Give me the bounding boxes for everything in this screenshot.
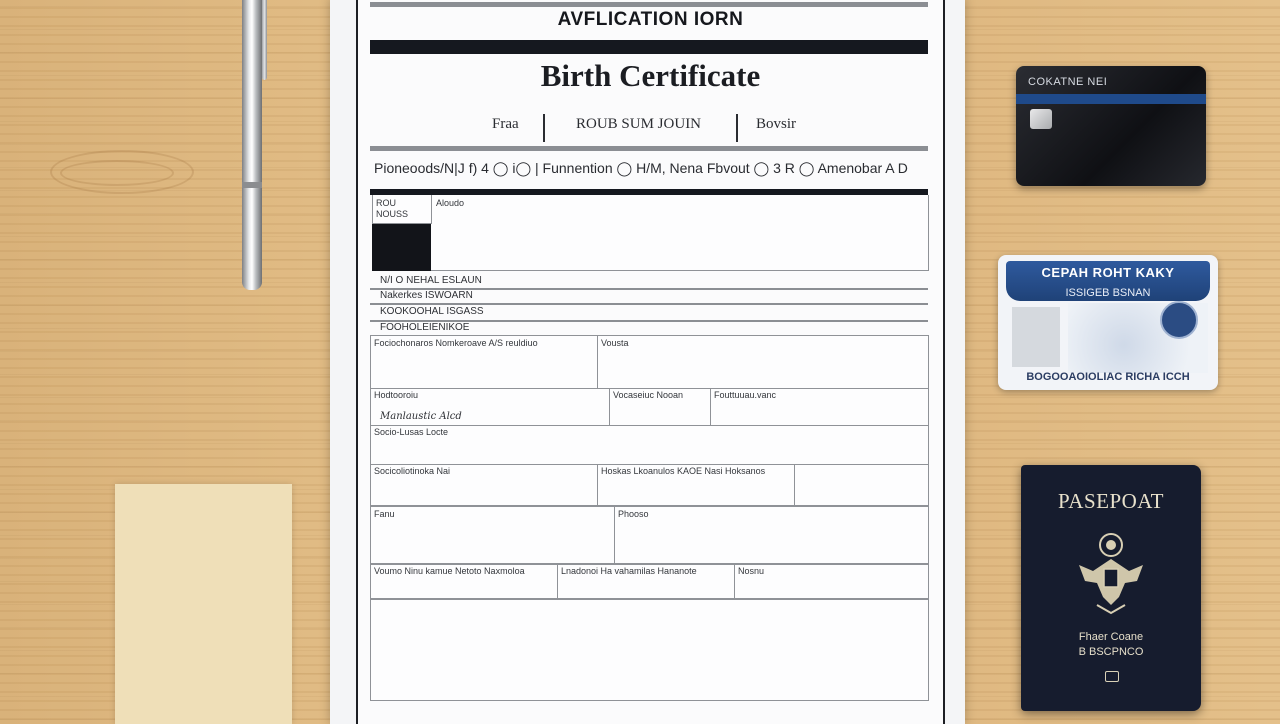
field-label: Nosnu bbox=[738, 566, 765, 576]
info-line: N/I O NEHAL ESLAUN bbox=[380, 275, 482, 286]
field-label: Vousta bbox=[601, 338, 629, 348]
passport-text-line: Fhaer Coane bbox=[1078, 631, 1144, 643]
form-field[interactable] bbox=[370, 506, 615, 564]
form-field[interactable] bbox=[794, 464, 929, 506]
passport bbox=[1021, 465, 1201, 711]
photo-label-b: NOUSS bbox=[376, 209, 409, 219]
rule bbox=[370, 303, 928, 305]
pen-clip bbox=[262, 0, 267, 80]
biometric-chip-icon bbox=[1105, 671, 1119, 682]
meta-divider bbox=[543, 114, 545, 142]
field-label: Fouttuuau.vanc bbox=[714, 390, 777, 400]
info-line: KOOKOOHAL ISGASS bbox=[380, 306, 484, 317]
meta-field-1: Fraa bbox=[492, 116, 519, 132]
sticky-note bbox=[115, 484, 292, 724]
ballpoint-pen bbox=[238, 0, 268, 305]
card-label: COKATNE NEI bbox=[1028, 76, 1108, 88]
black-card bbox=[1016, 66, 1206, 186]
field-label: Lnadonoi Ha vahamilas Hananote bbox=[561, 566, 697, 576]
field-label: Hodtooroiu bbox=[374, 390, 419, 400]
field-label: Vocaseiuc Nooan bbox=[613, 390, 684, 400]
meta-divider bbox=[736, 114, 738, 142]
field-label: Socio-Lusas Locte bbox=[374, 427, 449, 437]
field-label: Hoskas Lkoanulos KAOE Nasi Hoksanos bbox=[601, 466, 766, 476]
photo-side-label: Aloudo bbox=[436, 198, 465, 208]
rule bbox=[370, 146, 928, 151]
field-label: Socicoliotinoka Nai bbox=[374, 466, 451, 476]
form-field[interactable] bbox=[370, 425, 929, 465]
field-label: Fanu bbox=[374, 509, 395, 519]
pen-barrel bbox=[242, 0, 262, 290]
form-title: Birth Certificate bbox=[540, 58, 761, 93]
form-heading: AVFLICATION IORN bbox=[557, 9, 744, 30]
field-label: Fociochonaros Nomkeroave A/S reuldiuo bbox=[374, 338, 538, 348]
id-card bbox=[998, 255, 1218, 390]
field-label: Phooso bbox=[618, 509, 649, 519]
checkbox-options-line: Pioneoods/N|J f) 4 ◯ i◯ | Funnention ◯ H/M, Nena Fbvout ◯ 3 R ◯ Amenobar A D bbox=[374, 160, 908, 176]
id-card-subtitle: ISSIGEB BSNAN bbox=[1065, 287, 1151, 299]
passport-text-line: B BSCPNCO bbox=[1078, 646, 1144, 658]
passport-title: PASEPOAT bbox=[1058, 489, 1164, 513]
meta-field-3: Bovsir bbox=[756, 116, 797, 132]
pen-ring bbox=[242, 182, 262, 188]
form-sheet bbox=[356, 0, 945, 724]
eagle-emblem-icon bbox=[1073, 531, 1149, 615]
form-field[interactable] bbox=[597, 335, 929, 389]
info-line: FOOHOLEIENIKOE bbox=[380, 322, 470, 333]
meta-field-2: ROUB SUM JOUIN bbox=[576, 116, 702, 132]
photo-label-a: ROU bbox=[376, 198, 396, 208]
info-line: Nakerkes ISWOARN bbox=[380, 290, 473, 301]
id-card-footer: BOGOOAOIOLIAC RICHA ICCH bbox=[1026, 371, 1190, 383]
seal-icon bbox=[1160, 301, 1198, 339]
id-card-photo bbox=[1012, 307, 1060, 367]
field-label: Voumo Ninu kamue Netoto Naxmoloa bbox=[374, 566, 525, 576]
photo-placeholder[interactable] bbox=[372, 224, 431, 271]
header-bar bbox=[370, 40, 928, 54]
form-field[interactable] bbox=[370, 599, 929, 701]
card-chip-icon bbox=[1030, 109, 1052, 129]
card-stripe bbox=[1016, 94, 1206, 104]
application-form-document bbox=[330, 0, 965, 724]
wood-knot bbox=[60, 160, 174, 186]
handwritten-entry: Manlaustic Alcd bbox=[380, 411, 462, 422]
form-field[interactable] bbox=[614, 506, 929, 564]
top-rule bbox=[370, 2, 928, 7]
id-card-title: CEPAH ROHT KAKY bbox=[1041, 265, 1175, 280]
